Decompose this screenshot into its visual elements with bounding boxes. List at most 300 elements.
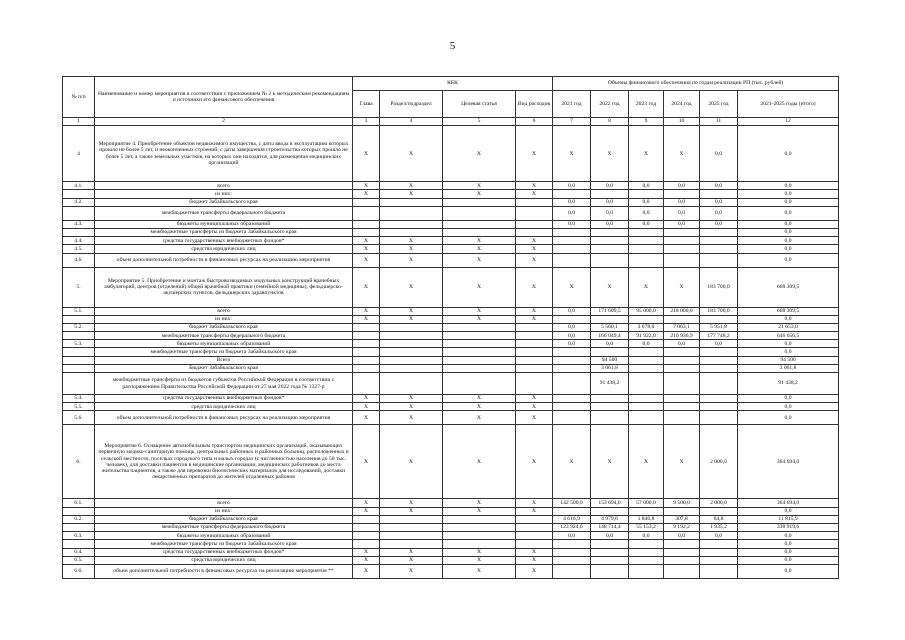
kbk-cell: Х: [443, 548, 516, 556]
kbk-cell: Х: [516, 253, 553, 267]
row-number: 4.6.: [63, 253, 95, 267]
kbk-cell: Х: [516, 315, 553, 323]
row-name: межбюджетные трансферты федерального бюджета: [95, 332, 353, 340]
amount-cell: 0,0: [553, 198, 591, 206]
kbk-cell: Х: [443, 499, 516, 507]
column-number: 11: [700, 118, 738, 126]
kbk-cell: [380, 364, 443, 372]
amount-cell: 0,0: [738, 556, 839, 564]
kbk-cell: [516, 356, 553, 364]
kbk-cell: [516, 198, 553, 206]
amount-cell: 0,0: [553, 323, 591, 331]
amount-cell: 5 560,1: [591, 323, 629, 331]
amount-cell: 142 500,0: [553, 499, 591, 507]
amount-cell: 0,0: [553, 220, 591, 228]
kbk-cell: Х: [380, 315, 443, 323]
kbk-cell: [516, 532, 553, 540]
table-row: [63, 307, 839, 315]
amount-cell: [629, 228, 664, 236]
amount-cell: [591, 228, 629, 236]
amount-cell: 153 694,0: [591, 499, 629, 507]
kbk-cell: Х: [443, 403, 516, 411]
amount-cell: [553, 540, 591, 548]
amount-cell: Х: [591, 126, 629, 182]
row-name: средства юридических лиц: [95, 403, 353, 411]
kbk-cell: Х: [353, 237, 380, 245]
amount-cell: [591, 403, 629, 411]
amount-cell: [553, 190, 591, 198]
row-number: [63, 373, 95, 395]
kbk-cell: Х: [353, 190, 380, 198]
kbk-cell: Х: [516, 395, 553, 403]
kbk-cell: Х: [353, 253, 380, 267]
kbk-cell: Х: [353, 315, 380, 323]
kbk-cell: Х: [443, 253, 516, 267]
kbk-cell: [516, 373, 553, 395]
kbk-cell: Х: [443, 126, 516, 182]
table-row: [63, 190, 839, 198]
table-row: [63, 245, 839, 253]
column-number: 4: [380, 118, 443, 126]
amount-cell: [591, 348, 629, 356]
row-name: межбюджетные трансферты из бюджета Забайкальского края: [95, 348, 353, 356]
kbk-cell: [353, 532, 380, 540]
amount-cell: Х: [591, 425, 629, 499]
amount-cell: Х: [591, 267, 629, 307]
kbk-cell: Х: [443, 307, 516, 315]
amount-cell: 3 078,0: [629, 323, 664, 331]
amount-cell: Х: [629, 267, 664, 307]
row-number: 4.2.: [63, 198, 95, 206]
kbk-cell: Х: [443, 556, 516, 564]
amount-cell: [700, 245, 738, 253]
row-name: средства государственных внебюджетных фондов*: [95, 395, 353, 403]
amount-cell: [629, 315, 664, 323]
amount-cell: 3 061,8: [738, 364, 839, 372]
amount-cell: [664, 245, 700, 253]
amount-cell: 171 609,5: [591, 307, 629, 315]
kbk-cell: [380, 515, 443, 523]
table-row: [63, 515, 839, 523]
table-row: [63, 532, 839, 540]
header-col-total: 2021-2025 годы (итого): [738, 91, 839, 118]
amount-cell: 0,0: [591, 532, 629, 540]
amount-cell: [591, 253, 629, 267]
amount-cell: Х: [664, 267, 700, 307]
kbk-cell: Х: [380, 307, 443, 315]
kbk-cell: [380, 228, 443, 236]
amount-cell: 0,0: [738, 182, 839, 190]
kbk-cell: Х: [353, 556, 380, 564]
row-number: 6.4.: [63, 548, 95, 556]
column-number: 8: [591, 118, 629, 126]
amount-cell: [700, 564, 738, 578]
amount-cell: [629, 373, 664, 395]
kbk-cell: Х: [516, 556, 553, 564]
amount-cell: 177 748,2: [700, 332, 738, 340]
column-number: 6: [516, 118, 553, 126]
kbk-cell: Х: [443, 267, 516, 307]
kbk-cell: [380, 323, 443, 331]
amount-cell: 0,0: [553, 182, 591, 190]
amount-cell: 646 656,5: [738, 332, 839, 340]
row-name: Мероприятие 5. Приобретение и монтаж быстровозводимых модульных конструкций врачебных амбулаторий, центров (отделений) общей врачебной практики (семейной медицины), фельдшерско-акушерских пунктов, фельдшерских здравпунктов: [95, 267, 353, 307]
amount-cell: [629, 548, 664, 556]
amount-cell: [591, 237, 629, 245]
amount-cell: [700, 403, 738, 411]
row-number: 5.4.: [63, 395, 95, 403]
amount-cell: 0,0: [664, 220, 700, 228]
amount-cell: [664, 228, 700, 236]
amount-cell: 0,0: [738, 237, 839, 245]
row-number: 6.5.: [63, 556, 95, 564]
kbk-cell: Х: [516, 425, 553, 499]
amount-cell: 0,0: [738, 403, 839, 411]
row-number: [63, 523, 95, 531]
amount-cell: 91 438,2: [591, 373, 629, 395]
row-name: средства государственных внебюджетных фондов*: [95, 548, 353, 556]
amount-cell: 4 616,9: [553, 515, 591, 523]
row-number: 5.: [63, 267, 95, 307]
amount-cell: 0,0: [738, 411, 839, 425]
row-name: средства юридических лиц: [95, 556, 353, 564]
amount-cell: 0,0: [738, 507, 839, 515]
amount-cell: [553, 348, 591, 356]
amount-cell: 0,0: [553, 307, 591, 315]
row-name: всего: [95, 182, 353, 190]
table-row: [63, 182, 839, 190]
amount-cell: [700, 364, 738, 372]
amount-cell: [553, 364, 591, 372]
amount-cell: [700, 228, 738, 236]
kbk-cell: [516, 332, 553, 340]
kbk-cell: [443, 332, 516, 340]
kbk-cell: Х: [353, 267, 380, 307]
kbk-cell: [380, 220, 443, 228]
amount-cell: [700, 411, 738, 425]
row-name: бюджеты муниципальных образований: [95, 220, 353, 228]
kbk-cell: Х: [516, 507, 553, 515]
amount-cell: 0,0: [700, 182, 738, 190]
amount-cell: 0,0: [553, 206, 591, 220]
row-name: из них:: [95, 507, 353, 515]
kbk-cell: [516, 206, 553, 220]
row-name: из них:: [95, 190, 353, 198]
kbk-cell: Х: [443, 237, 516, 245]
amount-cell: 0,0: [738, 190, 839, 198]
row-number: 5.5.: [63, 403, 95, 411]
table-body: [63, 126, 839, 579]
row-number: 5.6.: [63, 411, 95, 425]
table-row: [63, 507, 839, 515]
amount-cell: [553, 253, 591, 267]
amount-cell: 9 500,0: [664, 499, 700, 507]
amount-cell: 0,0: [700, 532, 738, 540]
column-number: 10: [664, 118, 700, 126]
kbk-cell: Х: [380, 564, 443, 578]
kbk-cell: [516, 523, 553, 531]
kbk-cell: Х: [443, 245, 516, 253]
kbk-cell: Х: [353, 425, 380, 499]
kbk-cell: Х: [380, 245, 443, 253]
row-name: всего: [95, 307, 353, 315]
amount-cell: [553, 228, 591, 236]
amount-cell: 123 924,6: [553, 523, 591, 531]
amount-cell: [591, 548, 629, 556]
amount-cell: [664, 507, 700, 515]
amount-cell: 3 061,8: [591, 364, 629, 372]
kbk-cell: [380, 532, 443, 540]
table-row: [63, 253, 839, 267]
amount-cell: Х: [629, 425, 664, 499]
amount-cell: 0,0: [629, 532, 664, 540]
table-row: [63, 315, 839, 323]
amount-cell: [553, 245, 591, 253]
kbk-cell: Х: [353, 182, 380, 190]
kbk-cell: Х: [443, 425, 516, 499]
row-number: [63, 206, 95, 220]
kbk-cell: [353, 364, 380, 372]
kbk-cell: Х: [380, 126, 443, 182]
amount-cell: 2 000,0: [700, 425, 738, 499]
amount-cell: 0,0: [553, 340, 591, 348]
row-number: [63, 190, 95, 198]
amount-cell: [553, 395, 591, 403]
kbk-cell: [443, 532, 516, 540]
amount-cell: [664, 253, 700, 267]
amount-cell: 5 951,8: [700, 323, 738, 331]
column-number: 2: [95, 118, 353, 126]
header-col-expense-type: Вид расходов: [516, 91, 553, 118]
amount-cell: 0,0: [553, 332, 591, 340]
kbk-cell: Х: [353, 548, 380, 556]
header-kbk: КБК: [353, 77, 553, 91]
amount-cell: 148 714,4: [591, 523, 629, 531]
row-number: 4.5.: [63, 245, 95, 253]
amount-cell: 0,0: [738, 198, 839, 206]
row-number: [63, 332, 95, 340]
amount-cell: 21 653,0: [738, 323, 839, 331]
amount-cell: Х: [664, 425, 700, 499]
amount-cell: 0,0: [629, 220, 664, 228]
amount-cell: 183 700,0: [700, 307, 738, 315]
kbk-cell: Х: [516, 307, 553, 315]
kbk-cell: Х: [380, 395, 443, 403]
kbk-cell: [380, 373, 443, 395]
header-name: Наименование и номер мероприятия в соответствии с приложением № 2 к методическим рекомендациям и источники его финансового обеспечения: [95, 77, 353, 118]
row-name: Мероприятие 6. Оснащение автомобильным транспортом медицинских организаций, оказывающих первичную медико-санитарную помощь, центральных районных и районных больниц, расположенных в сельской местности, поселках городского типа и малых городах (с численностью населения до 50 тыс. человек), для доставки пациентов в медицинские организации, медицинских работников до места жительства пациентов, а также для перевозки биологических материалов для исследований, доставки лекарственных препаратов до жителей отдаленных районов: [95, 425, 353, 499]
row-name: межбюджетные трансферты из бюджета Забайкальского края: [95, 540, 353, 548]
amount-cell: [553, 556, 591, 564]
kbk-cell: [380, 523, 443, 531]
table-row: [63, 540, 839, 548]
kbk-cell: Х: [353, 411, 380, 425]
header-col-2025: 2025 год: [700, 91, 738, 118]
amount-cell: 0,0: [738, 395, 839, 403]
kbk-cell: Х: [516, 403, 553, 411]
header-finance: Объемы финансового обеспечения по годам реализации РП (тыс. рублей): [553, 77, 839, 91]
amount-cell: [664, 237, 700, 245]
amount-cell: [553, 507, 591, 515]
amount-cell: 4 979,6: [591, 515, 629, 523]
amount-cell: [591, 190, 629, 198]
kbk-cell: Х: [516, 182, 553, 190]
amount-cell: 0,0: [738, 126, 839, 182]
amount-cell: 183 700,0: [700, 267, 738, 307]
amount-cell: 0,0: [664, 182, 700, 190]
page-number: 5: [449, 40, 456, 52]
table-row: [63, 364, 839, 372]
table-row: [63, 348, 839, 356]
amount-cell: [629, 190, 664, 198]
amount-cell: 0,0: [738, 315, 839, 323]
kbk-cell: [516, 364, 553, 372]
amount-cell: 0,0: [738, 340, 839, 348]
row-number: [63, 540, 95, 548]
kbk-cell: [443, 206, 516, 220]
amount-cell: 0,0: [629, 340, 664, 348]
amount-cell: 0,0: [700, 198, 738, 206]
amount-cell: 0,0: [629, 206, 664, 220]
column-number: 5: [443, 118, 516, 126]
amount-cell: [629, 364, 664, 372]
row-name: бюджет Забайкальского края: [95, 515, 353, 523]
kbk-cell: [380, 348, 443, 356]
row-name: Всего: [95, 356, 353, 364]
amount-cell: 364 694,0: [738, 425, 839, 499]
row-name: бюджет Забайкальского края: [95, 323, 353, 331]
amount-cell: [591, 395, 629, 403]
amount-cell: 91 922,0: [629, 332, 664, 340]
amount-cell: [664, 540, 700, 548]
table-row: [63, 198, 839, 206]
row-number: [63, 315, 95, 323]
kbk-cell: Х: [353, 507, 380, 515]
row-number: 5.3.: [63, 340, 95, 348]
amount-cell: 94 500: [738, 356, 839, 364]
amount-cell: 64,8: [700, 515, 738, 523]
amount-cell: [664, 556, 700, 564]
kbk-cell: Х: [380, 182, 443, 190]
row-number: 5.2.: [63, 323, 95, 331]
kbk-cell: Х: [380, 425, 443, 499]
row-number: 4.1.: [63, 182, 95, 190]
amount-cell: 0,0: [700, 126, 738, 182]
kbk-cell: Х: [516, 564, 553, 578]
amount-cell: 0,0: [738, 245, 839, 253]
row-number: 4.4.: [63, 237, 95, 245]
amount-cell: [591, 540, 629, 548]
amount-cell: [664, 395, 700, 403]
amount-cell: [664, 564, 700, 578]
amount-cell: 0,0: [738, 348, 839, 356]
amount-cell: 166 049,4: [591, 332, 629, 340]
amount-cell: 0,0: [738, 228, 839, 236]
kbk-cell: [353, 373, 380, 395]
amount-cell: [553, 403, 591, 411]
amount-cell: 0,0: [738, 548, 839, 556]
kbk-cell: Х: [380, 556, 443, 564]
kbk-cell: [380, 198, 443, 206]
amount-cell: 364 694,0: [738, 499, 839, 507]
table-row: [63, 523, 839, 531]
amount-cell: 210 936,9: [664, 332, 700, 340]
amount-cell: 0,0: [664, 206, 700, 220]
column-numbers-row: [63, 118, 839, 126]
amount-cell: [664, 364, 700, 372]
kbk-cell: [353, 356, 380, 364]
header-col-chapter: Глава: [353, 91, 380, 118]
amount-cell: [553, 373, 591, 395]
kbk-cell: Х: [443, 507, 516, 515]
table-row: [63, 228, 839, 236]
amount-cell: 307,8: [664, 515, 700, 523]
kbk-cell: Х: [380, 190, 443, 198]
amount-cell: Х: [629, 126, 664, 182]
amount-cell: [700, 253, 738, 267]
amount-cell: [591, 245, 629, 253]
kbk-cell: [443, 356, 516, 364]
kbk-cell: Х: [380, 411, 443, 425]
row-number: [63, 356, 95, 364]
row-name: межбюджетные трансферты федерального бюджета: [95, 523, 353, 531]
kbk-cell: [353, 540, 380, 548]
amount-cell: 9 192,2: [664, 523, 700, 531]
kbk-cell: [443, 323, 516, 331]
column-number: 1: [63, 118, 95, 126]
amount-cell: 2 000,0: [700, 499, 738, 507]
kbk-cell: [516, 220, 553, 228]
amount-cell: [700, 348, 738, 356]
financing-table: [62, 76, 839, 579]
amount-cell: [700, 556, 738, 564]
amount-cell: [553, 411, 591, 425]
header-col-target: Целевая статья: [443, 91, 516, 118]
kbk-cell: [516, 340, 553, 348]
kbk-cell: Х: [353, 395, 380, 403]
kbk-cell: [443, 540, 516, 548]
kbk-cell: [516, 348, 553, 356]
table-row: [63, 220, 839, 228]
table-row: [63, 403, 839, 411]
kbk-cell: Х: [443, 564, 516, 578]
kbk-cell: [353, 228, 380, 236]
amount-cell: 95 000,0: [629, 307, 664, 315]
amount-cell: [629, 540, 664, 548]
kbk-cell: Х: [380, 403, 443, 411]
amount-cell: [700, 356, 738, 364]
amount-cell: [629, 237, 664, 245]
amount-cell: 94 500: [591, 356, 629, 364]
kbk-cell: [516, 228, 553, 236]
amount-cell: [664, 411, 700, 425]
kbk-cell: [353, 198, 380, 206]
amount-cell: 7 063,1: [664, 323, 700, 331]
kbk-cell: [443, 228, 516, 236]
amount-cell: 0,0: [591, 206, 629, 220]
kbk-cell: Х: [443, 411, 516, 425]
amount-cell: [553, 564, 591, 578]
header-no: № п/п: [63, 77, 95, 118]
amount-cell: 338 919,6: [738, 523, 839, 531]
header-col-2022: 2022 год: [591, 91, 629, 118]
kbk-cell: [353, 523, 380, 531]
amount-cell: [664, 356, 700, 364]
amount-cell: [700, 190, 738, 198]
amount-cell: 0,0: [738, 540, 839, 548]
kbk-cell: Х: [380, 507, 443, 515]
table-row: [63, 373, 839, 395]
